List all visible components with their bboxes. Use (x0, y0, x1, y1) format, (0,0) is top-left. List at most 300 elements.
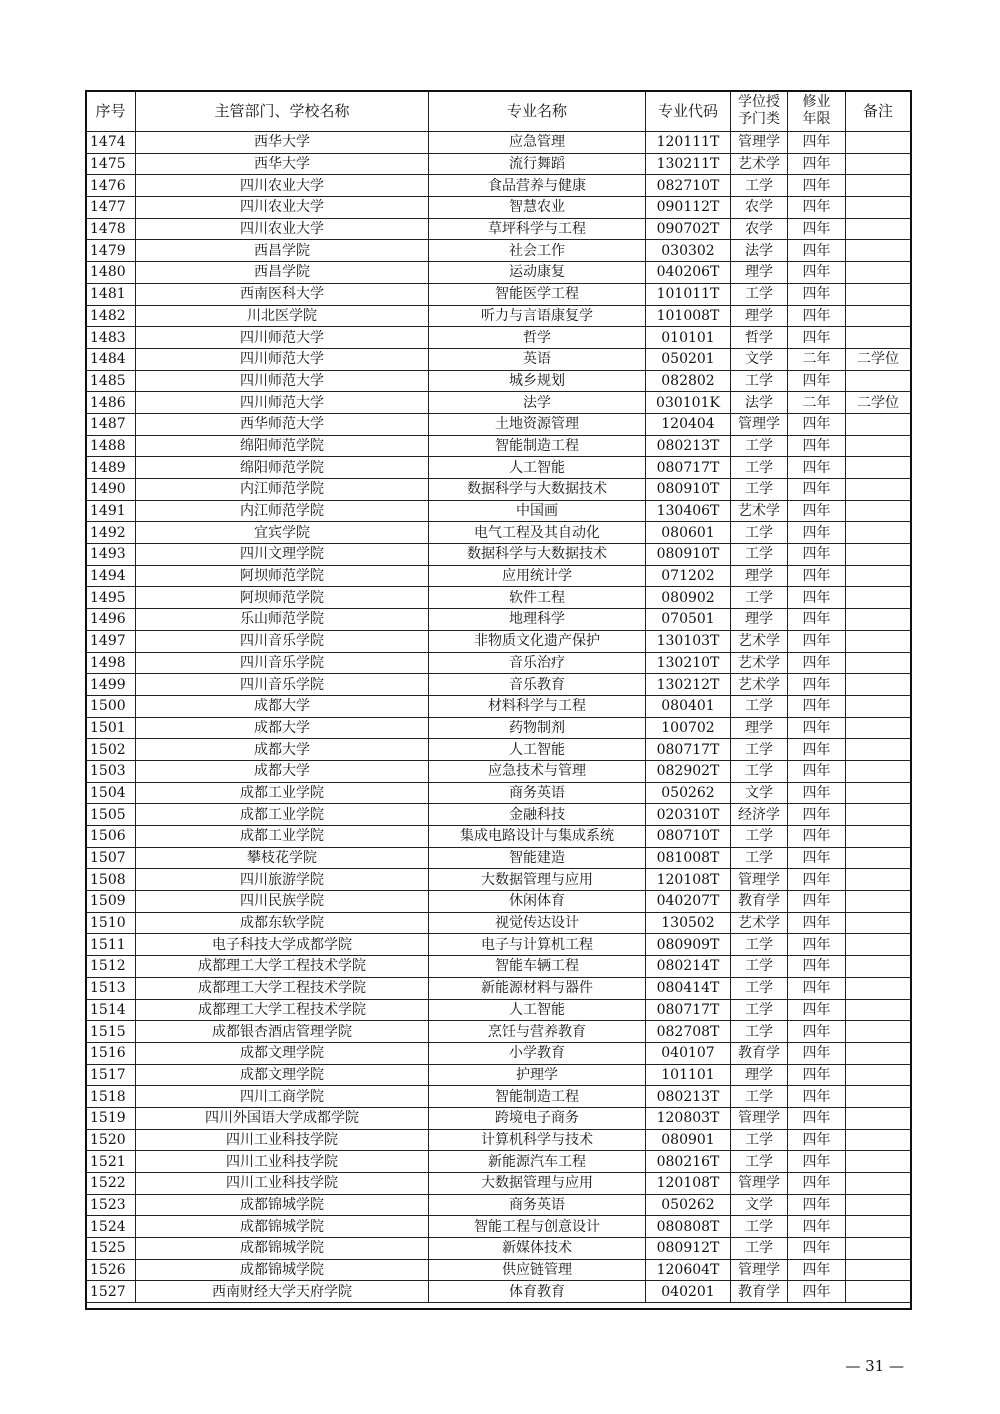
cell-degree: 工学 (731, 847, 788, 869)
cell-note (846, 1151, 911, 1173)
cell-years: 四年 (788, 1281, 846, 1303)
cell-years: 四年 (788, 1129, 846, 1151)
cell-school: 四川外国语大学成都学院 (136, 1107, 429, 1129)
cell-degree: 艺术学 (731, 652, 788, 674)
cell-school: 成都工业学院 (136, 804, 429, 826)
cell-note (846, 717, 911, 739)
cell-code: 082802 (646, 370, 731, 392)
cell-major: 食品营养与健康 (429, 175, 646, 197)
cell-note (846, 630, 911, 652)
cell-school: 四川文理学院 (136, 544, 429, 566)
cell-major: 应用统计学 (429, 565, 646, 587)
cell-degree: 工学 (731, 370, 788, 392)
cell-seq: 1503 (86, 760, 136, 782)
cell-school: 四川工业科技学院 (136, 1129, 429, 1151)
cell-note: 二学位 (846, 392, 911, 414)
cell-seq: 1477 (86, 197, 136, 219)
cell-code: 080808T (646, 1216, 731, 1238)
cell-note (846, 977, 911, 999)
cell-note (846, 891, 911, 913)
cell-degree: 工学 (731, 522, 788, 544)
table-row (86, 435, 911, 457)
cell-note (846, 760, 911, 782)
cell-school: 成都锦城学院 (136, 1259, 429, 1281)
cell-years: 四年 (788, 1194, 846, 1216)
cell-years: 四年 (788, 912, 846, 934)
cell-degree: 工学 (731, 1238, 788, 1260)
table-row (86, 218, 911, 240)
majors-table (85, 90, 911, 1303)
table-row (86, 153, 911, 175)
cell-note (846, 175, 911, 197)
cell-code: 101101 (646, 1064, 731, 1086)
cell-major: 智能建造 (429, 847, 646, 869)
table-row (86, 479, 911, 501)
header-note: 备注 (846, 91, 911, 132)
cell-degree: 工学 (731, 1151, 788, 1173)
cell-years: 四年 (788, 370, 846, 392)
cell-school: 西华师范大学 (136, 413, 429, 435)
cell-code: 090112T (646, 197, 731, 219)
cell-years: 四年 (788, 522, 846, 544)
cell-code: 080901 (646, 1129, 731, 1151)
cell-major: 应急管理 (429, 132, 646, 154)
cell-seq: 1526 (86, 1259, 136, 1281)
cell-school: 四川音乐学院 (136, 674, 429, 696)
cell-seq: 1514 (86, 999, 136, 1021)
cell-seq: 1520 (86, 1129, 136, 1151)
cell-note (846, 1021, 911, 1043)
cell-years: 四年 (788, 630, 846, 652)
cell-major: 人工智能 (429, 999, 646, 1021)
cell-years: 四年 (788, 283, 846, 305)
cell-years: 四年 (788, 1064, 846, 1086)
cell-code: 080213T (646, 1086, 731, 1108)
cell-degree: 工学 (731, 760, 788, 782)
table-row (86, 240, 911, 262)
cell-code: 020310T (646, 804, 731, 826)
cell-years: 四年 (788, 891, 846, 913)
cell-major: 人工智能 (429, 739, 646, 761)
cell-note (846, 695, 911, 717)
cell-seq: 1486 (86, 392, 136, 414)
cell-years: 四年 (788, 782, 846, 804)
cell-degree: 教育学 (731, 1042, 788, 1064)
cell-school: 绵阳师范学院 (136, 457, 429, 479)
table-row (86, 522, 911, 544)
cell-major: 跨境电子商务 (429, 1107, 646, 1129)
cell-school: 西南医科大学 (136, 283, 429, 305)
cell-seq: 1489 (86, 457, 136, 479)
cell-note (846, 1129, 911, 1151)
cell-years: 四年 (788, 132, 846, 154)
cell-degree: 管理学 (731, 1173, 788, 1195)
cell-note (846, 479, 911, 501)
cell-years: 四年 (788, 1216, 846, 1238)
cell-seq: 1517 (86, 1064, 136, 1086)
cell-years: 四年 (788, 544, 846, 566)
cell-school: 成都银杏酒店管理学院 (136, 1021, 429, 1043)
header-degree-line2: 予门类 (738, 111, 780, 127)
table-row (86, 739, 911, 761)
cell-major: 应急技术与管理 (429, 760, 646, 782)
table-row (86, 977, 911, 999)
cell-years: 四年 (788, 999, 846, 1021)
cell-major: 土地资源管理 (429, 413, 646, 435)
cell-years: 四年 (788, 1042, 846, 1064)
cell-note (846, 674, 911, 696)
cell-major: 社会工作 (429, 240, 646, 262)
cell-note (846, 283, 911, 305)
cell-note (846, 912, 911, 934)
cell-major: 运动康复 (429, 262, 646, 284)
cell-seq: 1509 (86, 891, 136, 913)
cell-school: 四川旅游学院 (136, 869, 429, 891)
cell-code: 130406T (646, 500, 731, 522)
cell-seq: 1521 (86, 1151, 136, 1173)
table-row (86, 1194, 911, 1216)
cell-years: 二年 (788, 392, 846, 414)
cell-code: 082902T (646, 760, 731, 782)
cell-code: 010101 (646, 327, 731, 349)
cell-major: 智能医学工程 (429, 283, 646, 305)
cell-note (846, 544, 911, 566)
table-row (86, 847, 911, 869)
cell-major: 护理学 (429, 1064, 646, 1086)
cell-code: 100702 (646, 717, 731, 739)
cell-degree: 文学 (731, 348, 788, 370)
cell-years: 四年 (788, 435, 846, 457)
cell-note (846, 500, 911, 522)
table-row (86, 717, 911, 739)
cell-note (846, 305, 911, 327)
cell-major: 集成电路设计与集成系统 (429, 826, 646, 848)
cell-seq: 1515 (86, 1021, 136, 1043)
table-row (86, 1021, 911, 1043)
cell-school: 四川师范大学 (136, 327, 429, 349)
cell-years: 四年 (788, 826, 846, 848)
cell-code: 090702T (646, 218, 731, 240)
cell-code: 120108T (646, 1173, 731, 1195)
majors-table-container (85, 90, 910, 1303)
cell-major: 流行舞蹈 (429, 153, 646, 175)
table-row (86, 1086, 911, 1108)
cell-major: 供应链管理 (429, 1259, 646, 1281)
cell-major: 数据科学与大数据技术 (429, 544, 646, 566)
cell-seq: 1507 (86, 847, 136, 869)
header-degree-line1: 学位授 (738, 94, 780, 110)
cell-school: 成都大学 (136, 717, 429, 739)
table-row (86, 1216, 911, 1238)
table-row (86, 999, 911, 1021)
cell-degree: 艺术学 (731, 912, 788, 934)
cell-note (846, 587, 911, 609)
header-years-line1: 修业 (802, 94, 831, 110)
cell-seq: 1500 (86, 695, 136, 717)
cell-years: 四年 (788, 1173, 846, 1195)
cell-note (846, 999, 911, 1021)
cell-seq: 1523 (86, 1194, 136, 1216)
cell-degree: 教育学 (731, 891, 788, 913)
cell-school: 阿坝师范学院 (136, 565, 429, 587)
cell-seq: 1491 (86, 500, 136, 522)
cell-note: 二学位 (846, 348, 911, 370)
cell-code: 130212T (646, 674, 731, 696)
cell-major: 小学教育 (429, 1042, 646, 1064)
cell-degree: 工学 (731, 435, 788, 457)
cell-major: 新能源汽车工程 (429, 1151, 646, 1173)
cell-seq: 1483 (86, 327, 136, 349)
cell-code: 080213T (646, 435, 731, 457)
cell-note (846, 782, 911, 804)
cell-degree: 工学 (731, 999, 788, 1021)
cell-note (846, 457, 911, 479)
cell-years: 四年 (788, 175, 846, 197)
cell-seq: 1525 (86, 1238, 136, 1260)
cell-years: 四年 (788, 674, 846, 696)
cell-note (846, 370, 911, 392)
cell-major: 大数据管理与应用 (429, 869, 646, 891)
cell-years: 四年 (788, 327, 846, 349)
cell-years: 四年 (788, 934, 846, 956)
cell-note (846, 1042, 911, 1064)
table-row (86, 891, 911, 913)
cell-note (846, 804, 911, 826)
cell-years: 四年 (788, 869, 846, 891)
cell-school: 成都东软学院 (136, 912, 429, 934)
cell-seq: 1501 (86, 717, 136, 739)
cell-code: 050262 (646, 1194, 731, 1216)
cell-seq: 1513 (86, 977, 136, 999)
cell-seq: 1502 (86, 739, 136, 761)
cell-years: 四年 (788, 695, 846, 717)
table-row (86, 587, 911, 609)
cell-school: 西华大学 (136, 153, 429, 175)
cell-degree: 艺术学 (731, 630, 788, 652)
cell-years: 四年 (788, 587, 846, 609)
cell-school: 川北医学院 (136, 305, 429, 327)
cell-degree: 文学 (731, 1194, 788, 1216)
cell-code: 120404 (646, 413, 731, 435)
cell-years: 四年 (788, 413, 846, 435)
cell-degree: 管理学 (731, 869, 788, 891)
cell-degree: 理学 (731, 262, 788, 284)
cell-seq: 1505 (86, 804, 136, 826)
cell-degree: 工学 (731, 544, 788, 566)
cell-years: 四年 (788, 197, 846, 219)
cell-years: 四年 (788, 804, 846, 826)
cell-major: 城乡规划 (429, 370, 646, 392)
cell-seq: 1497 (86, 630, 136, 652)
cell-major: 智慧农业 (429, 197, 646, 219)
cell-seq: 1474 (86, 132, 136, 154)
cell-seq: 1490 (86, 479, 136, 501)
table-row (86, 175, 911, 197)
table-row (86, 457, 911, 479)
cell-major: 材料科学与工程 (429, 695, 646, 717)
cell-code: 120803T (646, 1107, 731, 1129)
cell-code: 040207T (646, 891, 731, 913)
cell-major: 智能制造工程 (429, 1086, 646, 1108)
cell-note (846, 956, 911, 978)
cell-code: 082708T (646, 1021, 731, 1043)
cell-major: 新能源材料与器件 (429, 977, 646, 999)
cell-seq: 1496 (86, 609, 136, 631)
cell-degree: 工学 (731, 826, 788, 848)
cell-degree: 工学 (731, 739, 788, 761)
cell-school: 四川工商学院 (136, 1086, 429, 1108)
cell-major: 人工智能 (429, 457, 646, 479)
cell-code: 080710T (646, 826, 731, 848)
header-major: 专业名称 (429, 91, 646, 132)
table-row (86, 826, 911, 848)
cell-code: 080912T (646, 1238, 731, 1260)
cell-seq: 1519 (86, 1107, 136, 1129)
cell-seq: 1508 (86, 869, 136, 891)
cell-note (846, 1216, 911, 1238)
cell-major: 数据科学与大数据技术 (429, 479, 646, 501)
cell-code: 081008T (646, 847, 731, 869)
cell-school: 西昌学院 (136, 240, 429, 262)
cell-degree: 工学 (731, 934, 788, 956)
cell-degree: 工学 (731, 956, 788, 978)
cell-school: 成都大学 (136, 739, 429, 761)
cell-years: 四年 (788, 305, 846, 327)
cell-code: 080601 (646, 522, 731, 544)
table-row (86, 760, 911, 782)
header-degree (731, 91, 788, 132)
table-row (86, 674, 911, 696)
cell-code: 080414T (646, 977, 731, 999)
header-code: 专业代码 (646, 91, 731, 132)
cell-major: 哲学 (429, 327, 646, 349)
cell-note (846, 1107, 911, 1129)
table-row (86, 869, 911, 891)
cell-years: 四年 (788, 262, 846, 284)
cell-note (846, 240, 911, 262)
cell-code: 080910T (646, 544, 731, 566)
cell-school: 绵阳师范学院 (136, 435, 429, 457)
cell-code: 120108T (646, 869, 731, 891)
cell-degree: 理学 (731, 1064, 788, 1086)
cell-school: 成都文理学院 (136, 1064, 429, 1086)
table-row (86, 305, 911, 327)
cell-years: 四年 (788, 500, 846, 522)
cell-school: 西南财经大学天府学院 (136, 1281, 429, 1303)
cell-school: 成都文理学院 (136, 1042, 429, 1064)
header-seq: 序号 (86, 91, 136, 132)
cell-degree: 农学 (731, 197, 788, 219)
cell-school: 四川工业科技学院 (136, 1173, 429, 1195)
cell-years: 四年 (788, 479, 846, 501)
cell-school: 成都锦城学院 (136, 1194, 429, 1216)
cell-major: 听力与言语康复学 (429, 305, 646, 327)
cell-degree: 工学 (731, 1021, 788, 1043)
cell-code: 070501 (646, 609, 731, 631)
table-row (86, 348, 911, 370)
cell-school: 电子科技大学成都学院 (136, 934, 429, 956)
cell-school: 成都工业学院 (136, 826, 429, 848)
cell-seq: 1492 (86, 522, 136, 544)
cell-seq: 1511 (86, 934, 136, 956)
cell-degree: 管理学 (731, 1107, 788, 1129)
cell-note (846, 153, 911, 175)
cell-seq: 1516 (86, 1042, 136, 1064)
header-school: 主管部门、学校名称 (136, 91, 429, 132)
cell-degree: 管理学 (731, 132, 788, 154)
cell-school: 内江师范学院 (136, 479, 429, 501)
cell-seq: 1493 (86, 544, 136, 566)
cell-major: 地理科学 (429, 609, 646, 631)
cell-seq: 1494 (86, 565, 136, 587)
cell-code: 130210T (646, 652, 731, 674)
cell-note (846, 934, 911, 956)
cell-major: 计算机科学与技术 (429, 1129, 646, 1151)
cell-school: 阿坝师范学院 (136, 587, 429, 609)
table-row (86, 652, 911, 674)
cell-note (846, 522, 911, 544)
cell-years: 四年 (788, 153, 846, 175)
table-row (86, 197, 911, 219)
cell-degree: 文学 (731, 782, 788, 804)
table-row (86, 1173, 911, 1195)
table-row (86, 1042, 911, 1064)
cell-note (846, 652, 911, 674)
table-row (86, 500, 911, 522)
cell-code: 080717T (646, 457, 731, 479)
cell-code: 050262 (646, 782, 731, 804)
cell-note (846, 413, 911, 435)
cell-code: 080910T (646, 479, 731, 501)
table-row (86, 544, 911, 566)
cell-degree: 理学 (731, 609, 788, 631)
cell-major: 软件工程 (429, 587, 646, 609)
cell-major: 体育教育 (429, 1281, 646, 1303)
table-row (86, 1151, 911, 1173)
cell-school: 成都锦城学院 (136, 1216, 429, 1238)
cell-years: 四年 (788, 1238, 846, 1260)
cell-seq: 1475 (86, 153, 136, 175)
cell-note (846, 327, 911, 349)
header-years (788, 91, 846, 132)
cell-degree: 经济学 (731, 804, 788, 826)
table-row (86, 1281, 911, 1303)
table-row (86, 782, 911, 804)
cell-major: 商务英语 (429, 782, 646, 804)
cell-degree: 理学 (731, 305, 788, 327)
table-row (86, 609, 911, 631)
cell-code: 050201 (646, 348, 731, 370)
cell-major: 智能工程与创意设计 (429, 1216, 646, 1238)
header-row (86, 91, 911, 132)
cell-code: 080717T (646, 999, 731, 1021)
cell-major: 电气工程及其自动化 (429, 522, 646, 544)
cell-major: 法学 (429, 392, 646, 414)
table-row (86, 1238, 911, 1260)
cell-note (846, 1064, 911, 1086)
cell-major: 音乐治疗 (429, 652, 646, 674)
cell-degree: 工学 (731, 175, 788, 197)
table-row (86, 804, 911, 826)
table-row (86, 392, 911, 414)
table-row (86, 630, 911, 652)
cell-note (846, 132, 911, 154)
cell-code: 080216T (646, 1151, 731, 1173)
cell-years: 四年 (788, 739, 846, 761)
cell-seq: 1488 (86, 435, 136, 457)
cell-school: 宜宾学院 (136, 522, 429, 544)
cell-years: 四年 (788, 609, 846, 631)
